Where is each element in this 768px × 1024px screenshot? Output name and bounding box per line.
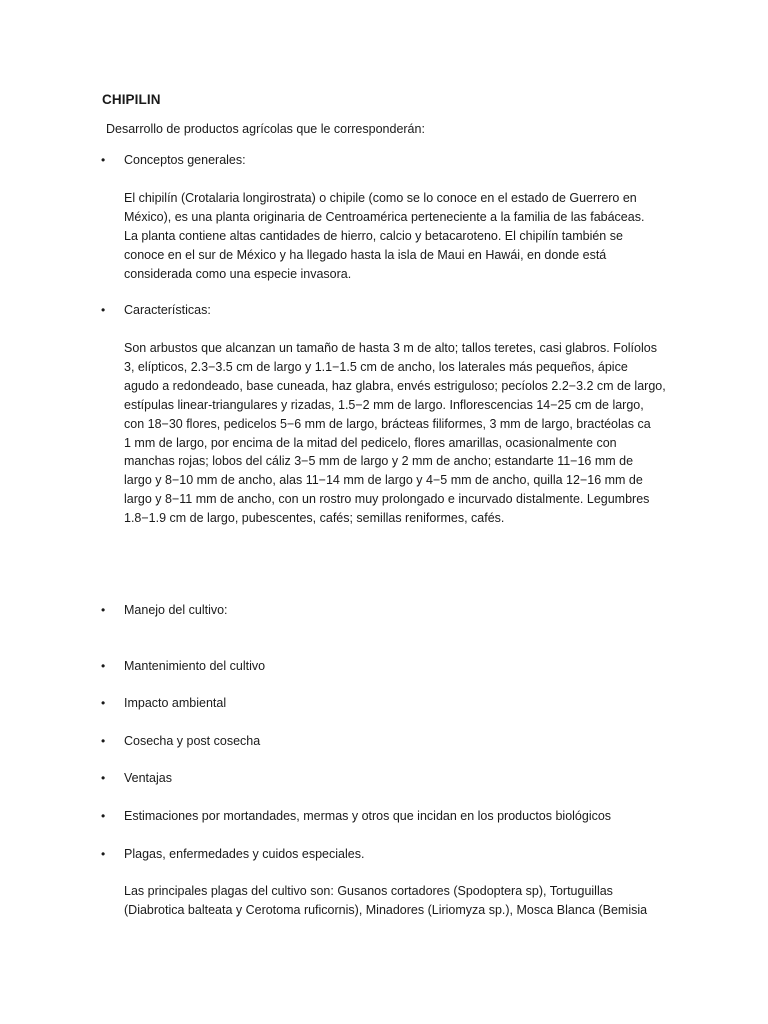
section-label-conceptos-generales: Conceptos generales: <box>124 153 246 167</box>
paragraph-line: con 18−30 flores, pedicelos 5−6 mm de largo, brácteas filiformes, 3 mm de largo, bractéolas ca <box>124 416 651 431</box>
bullet-icon: • <box>101 303 106 317</box>
paragraph-line: considerada como una especie invasora. <box>124 266 352 281</box>
paragraph-line: conoce en el sur de México y ha llegado hasta la isla de Maui en Hawái, en donde está <box>124 247 607 262</box>
section-label-estimaciones: Estimaciones por mortandades, mermas y otros que incidan en los productos biológicos <box>124 809 612 823</box>
section-label-plagas: Plagas, enfermedades y cuidos especiales. <box>124 847 365 861</box>
paragraph-line: México), es una planta originaria de Centroamérica perteneciente a la familia de las fabáceas. <box>124 209 645 224</box>
paragraph-line: manchas rojas; lobos del cáliz 3−5 mm de largo y 2 mm de ancho; estandarte 11−16 mm de <box>124 454 634 469</box>
section-paragraph-plagas <box>124 882 672 920</box>
document-subtitle: Desarrollo de productos agrícolas que le corresponderán: <box>106 122 425 136</box>
section-label-mantenimiento: Mantenimiento del cultivo <box>124 659 266 673</box>
paragraph-line: largo y 8−10 mm de ancho, alas 11−14 mm de largo y 4−5 mm de ancho, quilla 12−16 mm de <box>124 473 643 488</box>
section-label-cosecha: Cosecha y post cosecha <box>124 734 261 748</box>
section-paragraph-conceptos-generales <box>124 189 672 284</box>
section-label-impacto-ambiental: Impacto ambiental <box>124 696 227 710</box>
paragraph-line: estípulas linear-triangulares y rizadas, 1.5−2 mm de largo. Inflorescencias 14−25 cm de largo, <box>124 397 644 412</box>
paragraph-line: largo y 8−11 mm de ancho, con un rostro muy prolongado e incurvado distalmente. Legumbres <box>124 492 650 507</box>
bullet-icon: • <box>101 771 106 785</box>
bullet-icon: • <box>101 696 106 710</box>
document-title: CHIPILIN <box>102 92 161 107</box>
bullet-icon: • <box>101 659 106 673</box>
bullet-icon: • <box>101 847 106 861</box>
section-label-manejo-del-cultivo: Manejo del cultivo: <box>124 603 228 617</box>
paragraph-line: Son arbustos que alcanzan un tamaño de hasta 3 m de alto; tallos teretes, casi glabros. Folíolos <box>124 341 657 355</box>
bullet-icon: • <box>101 809 106 823</box>
paragraph-line: agudo a redondeado, base cuneada, haz glabra, envés estriguloso; pecíolos 2.2−3.2 cm de largo, <box>124 378 666 393</box>
section-label-caracteristicas: Características: <box>124 303 211 317</box>
bullet-icon: • <box>101 734 106 748</box>
paragraph-line: 3, elípticos, 2.3−3.5 cm de largo y 1.1−1.5 cm de ancho, los laterales más pequeños, ápice <box>124 359 628 374</box>
bullet-icon: • <box>101 603 106 617</box>
paragraph-line: 1 mm de largo, por encima de la mitad del pedicelo, flores amarillas, ocasionalmente con <box>124 435 617 450</box>
paragraph-line: (Diabrotica balteata y Cerotoma ruficornis), Minadores (Liriomyza sp.), Mosca Blanca (Bemisia <box>124 902 648 917</box>
paragraph-line: 1.8−1.9 cm de largo, pubescentes, cafés; semillas reniformes, cafés. <box>124 511 505 526</box>
section-paragraph-caracteristicas <box>124 339 672 528</box>
paragraph-line: Las principales plagas del cultivo son: Gusanos cortadores (Spodoptera sp), Tortuguillas <box>124 884 613 898</box>
paragraph-line: El chipilín (Crotalaria longirostrata) o chipile (como se lo conoce en el estado de Guerrero en <box>124 191 637 205</box>
section-label-ventajas: Ventajas <box>124 771 172 785</box>
paragraph-line: La planta contiene altas cantidades de hierro, calcio y betacaroteno. El chipilín también se <box>124 228 623 243</box>
bullet-icon: • <box>101 153 106 167</box>
